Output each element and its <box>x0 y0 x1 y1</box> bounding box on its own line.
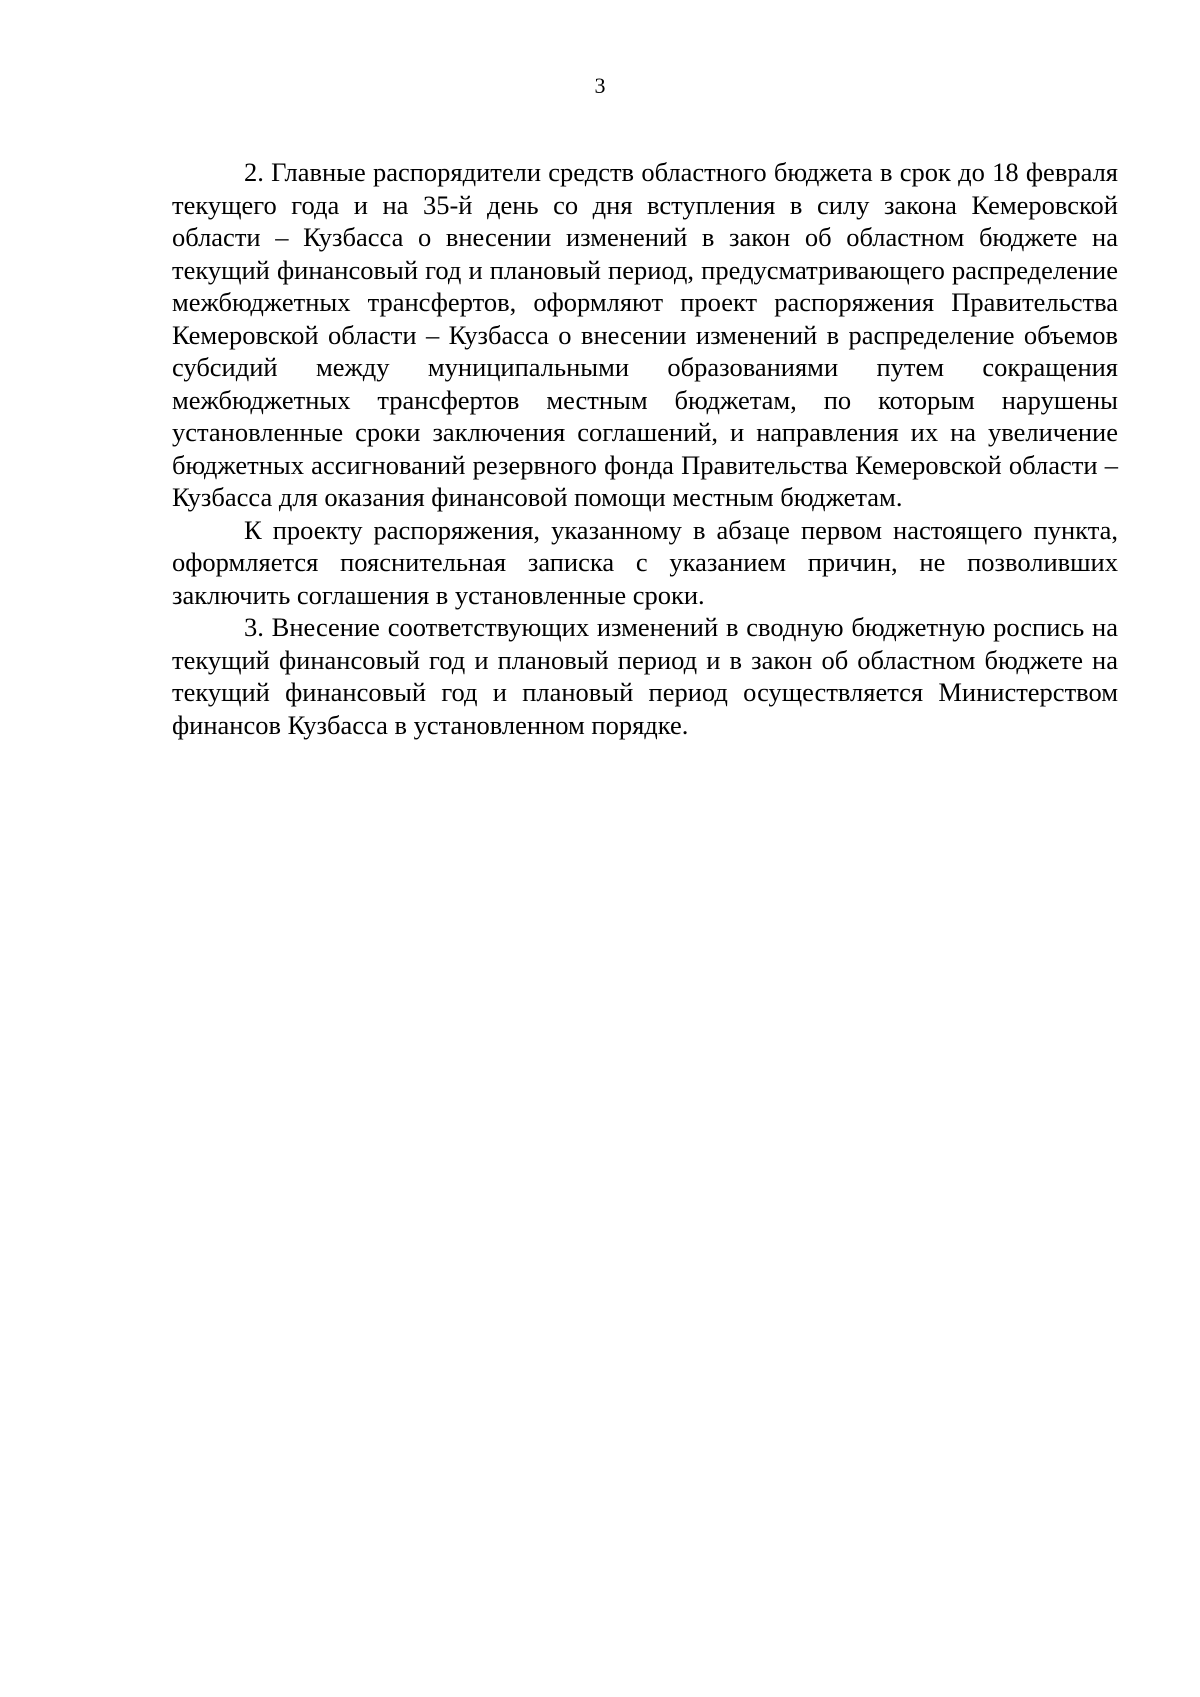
paragraph-explanatory-note: К проекту распоряжения, указанному в абзаце первом настоящего пункта, оформляется пояснительная записка с указанием причин, не позволивших заключить соглашения в установленные сроки. <box>172 514 1118 610</box>
page-number: 3 <box>594 73 606 98</box>
document-body <box>172 156 1118 741</box>
paragraph-item-3: 3. Внесение соответствующих изменений в сводную бюджетную роспись на текущий финансовый год и плановый период и в закон об областном бюджете на текущий финансовый год и плановый период осуществляется Министерством финансов Кузбасса в установленном порядке. <box>172 612 1118 740</box>
paragraph-item-2: 2. Главные распорядители средств областного бюджета в срок до 18 февраля текущего года и на 35-й день со дня вступления в силу закона Кемеровской области – Кузбасса о внесении изменений в закон об областном бюджете на текущий финансовый год и плановый период, предусматривающего распределение межбюджетных трансфертов, оформляют проект распоряжения Правительства Кемеровской области – Кузбасса о внесении изменений в распределение объемов субсидий между муниципальными образованиями путем сокращения межбюджетных трансфертов местным бюджетам, по которым нарушены установленные сроки заключения соглашений, и направления их на увеличение бюджетных ассигнований резервного фонда Правительства Кемеровской области – Кузбасса для оказания финансовой помощи местным бюджетам. <box>172 157 1118 512</box>
